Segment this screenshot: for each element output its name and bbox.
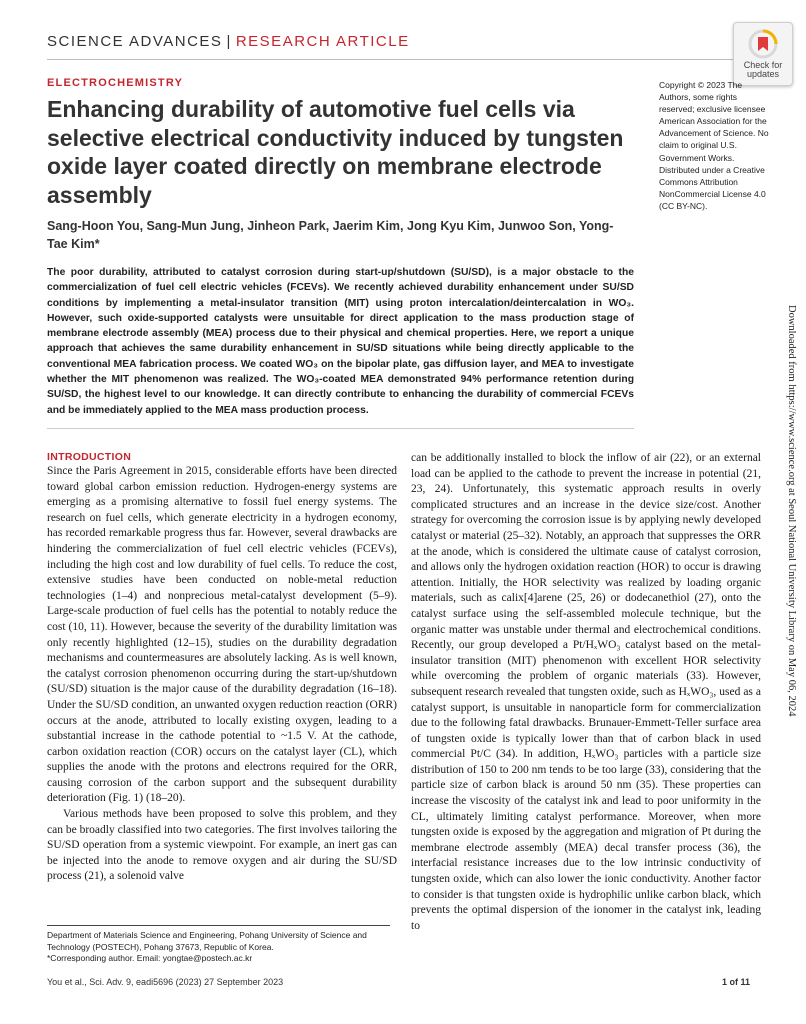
author-list: Sang-Hoon You, Sang-Mun Jung, Jinheon Park, Jaerim Kim, Jong Kyu Kim, Junwoo Son, Yong-Tae Kim* bbox=[47, 219, 614, 251]
article-category: ELECTROCHEMISTRY bbox=[47, 77, 184, 89]
journal-header bbox=[47, 33, 410, 50]
check-for-updates-badge[interactable] bbox=[733, 22, 793, 86]
download-note bbox=[783, 305, 803, 717]
intro-paragraph-1: Since the Paris Agreement in 2015, considerable efforts have been directed toward global carbon emission reduction. Hydrogen-energy systems are emerging as a promising alternative to fossil fuel energy systems. The research on fuel cells, which generate electricity in a hydrogen economy, has recorded remarkable progress thus far. However, several drawbacks are hindering the commercialization of fuel cell electric vehicles (FCEVs), including the high cost and low durability of fuel cells. To reduce the cost, extensive studies have been conducted on noble-metal reduction technologies (1–4) and nonprecious metal-catalyst development (5–9). Large-scale production of fuel cells has the potential to notably reduce the cost (10, 11). However, because the severity of the durability limitation was only recently highlighted (12–15), studies on the durability degradation mechanisms and countermeasures are absolutely lacking. As is well known, the catalyst corrosion phenomenon occurring during the start-up/shutdown (SU/SD) situation is the major cause of the durability degradation (16–18). Under the SU/SD condition, an unwanted oxygen reduction reaction (ORR) occurs at the anode, attributed to locally existing oxygen, leading to a substantial increase in the cathode potential to ~1.5 V. At the cathode, carbon oxidation reaction (COR) occurs on the catalyst layer (CL), which supplies the anode with the protons and electrons required for the ORR, causing corrosion of the carbon support and the subsequent durability deterioration (Fig. 1) (18–20). bbox=[47, 465, 397, 805]
journal-name: SCIENCE ADVANCES bbox=[47, 33, 223, 50]
page-number: 1 of 11 bbox=[722, 977, 751, 987]
header-rule bbox=[47, 59, 759, 60]
article-section: RESEARCH ARTICLE bbox=[235, 33, 410, 50]
bookmark-icon bbox=[748, 29, 778, 59]
article-title: Enhancing durability of automotive fuel cells via selective electrical conductivity induced by tungsten oxide layer coated directly on membrane electrode assembly bbox=[47, 96, 624, 208]
affiliation-footnote bbox=[47, 930, 392, 965]
copyright-notice: Copyright © 2023 The Authors, some rights reserved; exclusive licensee American Association for the Advancement of Science. No claim to original U.S. Government Works. Distributed under a Creative Commons Attribution NonCommercial License 4.0 (CC BY-NC). bbox=[659, 80, 769, 211]
badge-line-2: updates bbox=[746, 69, 780, 79]
abstract: The poor durability, attributed to catalyst corrosion during start-up/shutdown (SU/SD), is a major obstacle to the commercialization of fuel cell electric vehicles (FCEVs). We recently achieved durability enhancement under SU/SD conditions by implementing a metal-insulator transition (MIT) using proton intercalation/deintercalation in WO₃. However, such oxide-supported catalysts were unsuitable for direct application to the mass production stage of membrane electrode assembly (MEA) process due to their physical and chemical properties. Here, we report a unique approach that achieves the same durability enhancement in SU/SD situations while being directly applicable to the conventional MEA fabrication process. We coated WO₃ on the bipolar plate, gas diffusion layer, and MEA to investigate whether the MIT phenomenon was realized. The WO₃-coated MEA demonstrated 94% performance retention during SU/SD, the highest level to our knowledge. It can directly contribute to enhancing the durability of commercial FCEVs and be immediately applied to the MEA mass production process. bbox=[47, 267, 634, 416]
section-heading-introduction: INTRODUCTION bbox=[47, 451, 132, 463]
footnote-rule bbox=[47, 925, 390, 926]
intro-paragraph-2: Various methods have been proposed to solve this problem, and they can be broadly classified into two categories. The first involves tailoring the SU/SD operation from a systemic viewpoint. For example, an inert gas can be injected into the anode to remove oxygen and air during the SU/SD process (21), a solenoid valve bbox=[47, 808, 397, 883]
header-separator: | bbox=[226, 33, 232, 50]
intro-paragraph-2-continued: can be additionally installed to block the inflow of air (22), or an external load can be applied to the cathode to prevent the increase in potential (21, 23, 24). Unfortunately, this systematic approach results in overly complicated structures and an increase in the device size/cost. Another strategy for overcoming the corrosion issue is by applying newly developed catalyst or material (25–32). Notably, an approach that suppresses the ORR at the anode, which is considered the ultimate cause of catalyst corrosion, and allows only the hydrogen oxidation reaction (HOR) to occur is drawing attention. Initially, the HOR selectivity was realized by loading organic materials, such as calix[4]arene (25, 26) or dodecanethiol (27), onto the catalyst surface using the self-assembled molecule technique, but the organic matter was unstable under thermal and electrochemical conditions. Recently, our group developed a Pt/HₓWO₃ catalyst based on the metal-insulator transition (MIT) phenomenon with excellent HOR selectivity while overcoming the problem of organic materials (33). However, subsequent research revealed that tungsten oxide, such as HₓWO₃, used as a catalyst support, is unsuitable in nanoparticle form for commercialization due to the following fatal drawbacks. Brunauer-Emmett-Teller surface area of tungsten oxide is typically lower than that of carbon black in used commercial Pt/C (34). In addition, HₓWO₃ particles with a particle size distribution of 150 to 200 nm tends to be too large (33), considering that the particle size of carbon black is around 50 nm (35). These properties can increase the viscosity of the catalyst ink and lead to poor uniformity in the CL, ultimately limiting catalyst performance. Moreover, when more tungsten oxide is exposed by the aggregation and migration of Pt during the membrane electrode assembly (MEA) decal transfer process (36), the interfacial resistance increases due to the low intrinsic conductivity of tungsten oxide, which can also lower the ionic conductivity. Another factor to consider is that tungsten oxide is hydrophilic unlike carbon black, which prevents the optimal dispersion of the ionomer in the catalyst ink, leading to bbox=[411, 452, 761, 932]
corresponding-author: *Corresponding author. Email: yongtae@postech.ac.kr bbox=[47, 953, 253, 963]
badge-line-1: Check for bbox=[743, 60, 783, 70]
body-column-right bbox=[411, 451, 761, 934]
affiliation-text: Department of Materials Science and Engineering, Pohang University of Science and Technology (POSTECH), Pohang 37673, Republic of Korea. bbox=[47, 930, 367, 952]
body-column-left bbox=[47, 451, 397, 885]
abstract-divider bbox=[47, 428, 634, 429]
citation-footer: You et al., Sci. Adv. 9, eadi5696 (2023) 27 September 2023 bbox=[47, 977, 284, 987]
download-note-text: Downloaded from https://www.science.org at Seoul National University Library on May 06, 2024 bbox=[786, 305, 797, 717]
